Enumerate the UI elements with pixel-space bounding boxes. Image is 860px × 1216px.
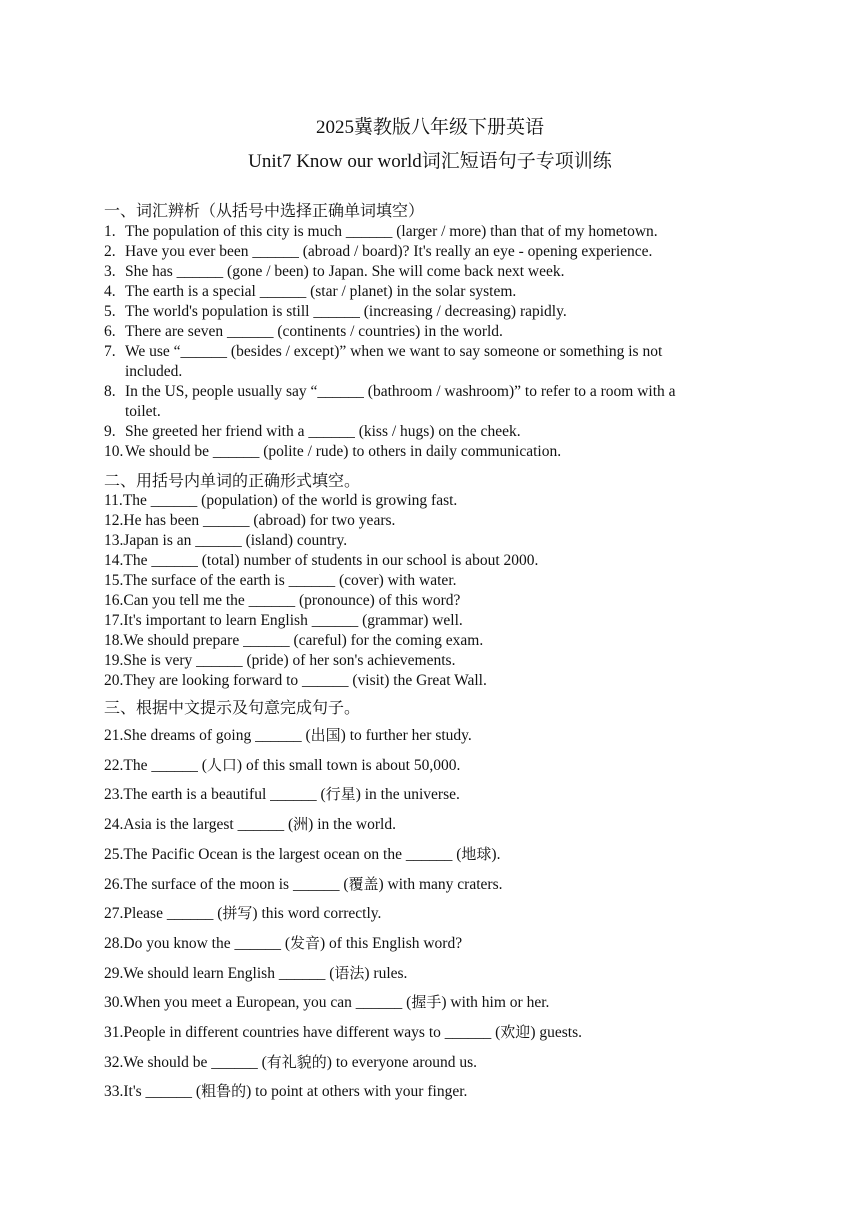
item-text: Japan is an ______ (island) country. <box>123 532 348 549</box>
item-text: She is very ______ (pride) of her son's achievements. <box>123 652 456 669</box>
chinese-hint: 有礼貌的 <box>266 1052 327 1071</box>
item-text: The earth is a special ______ (star / planet) in the solar system. <box>125 283 517 300</box>
item-number: 6. <box>104 323 116 340</box>
item-number: 4. <box>104 283 116 300</box>
exercise-item <box>104 242 652 262</box>
item-text-before: Please ______ ( <box>123 905 223 923</box>
item-text: The ______ (total) number of students in our school is about 2000. <box>123 552 539 569</box>
chinese-hint: 握手 <box>411 993 442 1012</box>
chinese-hint: 洲 <box>293 815 309 834</box>
item-text-after: ) of this small town is about 50,000. <box>236 756 461 774</box>
item-text-before: The earth is a beautiful ______ ( <box>123 786 326 804</box>
chinese-hint: 出国 <box>310 726 341 744</box>
exercise-item <box>104 222 658 242</box>
item-number: 20. <box>104 672 124 689</box>
item-text-continued: toilet. <box>125 403 161 420</box>
exercise-item <box>104 903 381 924</box>
item-text: He has been ______ (abroad) for two years. <box>123 512 396 529</box>
item-number: 33. <box>104 1083 124 1101</box>
item-text-before: The ______ ( <box>123 756 207 774</box>
exercise-item <box>104 651 455 671</box>
exercise-item <box>104 1022 582 1043</box>
exercise-item <box>104 282 516 302</box>
item-number: 24. <box>104 816 124 834</box>
item-number: 32. <box>104 1053 124 1071</box>
exercise-item <box>104 1052 477 1073</box>
item-number: 17. <box>104 612 124 629</box>
exercise-item <box>104 933 462 954</box>
item-text-before: The surface of the moon is ______ ( <box>123 875 349 893</box>
item-text-before: Do you know the ______ ( <box>123 934 290 952</box>
item-text: She has ______ (gone / been) to Japan. She will come back next week. <box>125 263 565 280</box>
exercise-item <box>104 422 521 442</box>
exercise-item <box>104 322 503 342</box>
item-number: 1. <box>104 223 116 240</box>
item-text: We should prepare ______ (careful) for the coming exam. <box>123 632 484 649</box>
chinese-hint: 覆盖 <box>348 874 379 893</box>
item-text: The surface of the earth is ______ (cover) with water. <box>123 572 457 589</box>
item-text-before: We should be ______ ( <box>123 1053 267 1071</box>
item-number: 9. <box>104 423 116 440</box>
chinese-hint: 地球 <box>461 844 492 863</box>
document-title: 2025冀教版八年级下册英语 <box>315 117 544 138</box>
chinese-hint: 拼写 <box>222 904 253 923</box>
item-text: We should be ______ (polite / rude) to others in daily communication. <box>125 443 562 460</box>
exercise-item <box>104 844 500 865</box>
item-number: 7. <box>104 343 116 360</box>
item-number: 26. <box>104 875 124 893</box>
item-text-before: It's ______ ( <box>123 1083 202 1101</box>
exercise-item <box>104 382 676 402</box>
document-subtitle: Unit7 Know our world词汇短语句子专项训练 <box>248 151 612 172</box>
section-1-heading: 一、词汇辨析（从括号中选择正确单词填空） <box>104 201 425 220</box>
exercise-item <box>104 342 662 362</box>
item-text: The population of this city is much ______ (larger / more) than that of my hometown. <box>125 223 658 240</box>
exercise-item <box>104 491 457 511</box>
item-text: In the US, people usually say “______ (bathroom / washroom)” to refer to a room with a <box>125 383 676 400</box>
item-text-before: We should learn English ______ ( <box>123 964 335 982</box>
item-number: 29. <box>104 964 124 982</box>
item-number: 15. <box>104 572 124 589</box>
item-text: The ______ (population) of the world is growing fast. <box>122 492 458 509</box>
exercise-item <box>104 874 502 895</box>
item-text-after: ) with many craters. <box>378 875 503 893</box>
exercise-item <box>104 671 487 691</box>
item-text-before: People in different countries have different ways to ______ ( <box>123 1024 501 1041</box>
item-text-after: ) in the world. <box>308 816 396 834</box>
item-text: We use “______ (besides / except)” when we want to say someone or something is not <box>125 343 663 360</box>
item-text-after: ) of this English word? <box>320 934 463 952</box>
item-text: They are looking forward to ______ (visit) the Great Wall. <box>123 672 487 689</box>
item-text-after: ) to further her study. <box>340 727 472 744</box>
item-text: Have you ever been ______ (abroad / board)? It's really an eye - opening experience. <box>125 243 653 260</box>
item-text-after: ) rules. <box>364 964 408 982</box>
item-number: 2. <box>104 243 116 260</box>
item-number: 18. <box>104 632 124 649</box>
section-2-heading: 二、用括号内单词的正确形式填空。 <box>104 471 361 490</box>
exercise-item <box>104 571 457 591</box>
item-text-before: She dreams of going ______ ( <box>123 727 311 744</box>
exercise-item <box>104 1081 467 1102</box>
section-3-heading: 三、根据中文提示及句意完成句子。 <box>104 698 361 717</box>
item-text-after: ) with him or her. <box>441 994 550 1012</box>
chinese-hint: 发音 <box>290 933 321 952</box>
exercise-item <box>104 725 472 746</box>
item-number: 11. <box>104 492 123 509</box>
item-text-before: When you meet a European, you can ______ ( <box>123 994 412 1012</box>
item-text: Can you tell me the ______ (pronounce) of this word? <box>123 592 461 609</box>
exercise-item <box>104 531 347 551</box>
item-number: 31. <box>104 1024 124 1041</box>
item-text-after: ) guests. <box>530 1024 582 1041</box>
item-number: 21. <box>104 727 124 744</box>
exercise-item <box>104 262 564 282</box>
item-text: She greeted her friend with a ______ (kiss / hugs) on the cheek. <box>125 423 521 440</box>
item-text-after: ) to point at others with your finger. <box>246 1083 468 1101</box>
item-text: The world's population is still ______ (increasing / decreasing) rapidly. <box>125 303 567 320</box>
exercise-item <box>104 302 567 322</box>
item-text-before: Asia is the largest ______ ( <box>123 816 294 834</box>
chinese-hint: 欢迎 <box>500 1023 531 1041</box>
exercise-item <box>104 611 463 631</box>
item-number: 12. <box>104 512 124 529</box>
item-number: 25. <box>104 845 124 863</box>
item-number: 28. <box>104 934 124 952</box>
item-number: 16. <box>104 592 124 609</box>
item-text-after: ). <box>491 845 501 863</box>
item-text-after: ) this word correctly. <box>252 905 382 923</box>
chinese-hint: 粗鲁的 <box>201 1082 247 1101</box>
exercise-item <box>104 442 561 462</box>
item-number: 13. <box>104 532 124 549</box>
item-number: 14. <box>104 552 124 569</box>
item-text-before: The Pacific Ocean is the largest ocean on the ______ ( <box>123 845 462 863</box>
item-text-after: ) in the universe. <box>355 786 460 804</box>
item-number: 23. <box>104 786 124 804</box>
exercise-item <box>104 814 396 835</box>
exercise-item <box>104 784 460 805</box>
chinese-hint: 人口 <box>206 755 237 774</box>
item-number: 8. <box>104 383 116 400</box>
item-text: There are seven ______ (continents / countries) in the world. <box>125 323 503 340</box>
item-text: It's important to learn English ______ (grammar) well. <box>123 612 463 629</box>
exercise-item <box>104 755 460 776</box>
item-number: 30. <box>104 994 124 1012</box>
item-number: 3. <box>104 263 116 280</box>
item-number: 19. <box>104 652 124 669</box>
exercise-item <box>104 992 549 1013</box>
chinese-hint: 行星 <box>325 785 356 804</box>
item-text-continued: included. <box>125 363 183 380</box>
chinese-hint: 语法 <box>334 963 365 982</box>
exercise-item <box>104 591 460 611</box>
item-number: 27. <box>104 905 124 923</box>
exercise-item <box>104 511 395 531</box>
exercise-item <box>104 551 538 571</box>
item-number: 22. <box>104 756 124 774</box>
item-number: 5. <box>104 303 116 320</box>
item-number: 10. <box>104 443 124 460</box>
item-text-after: ) to everyone around us. <box>326 1053 478 1071</box>
exercise-item <box>104 631 483 651</box>
exercise-item <box>104 963 407 984</box>
